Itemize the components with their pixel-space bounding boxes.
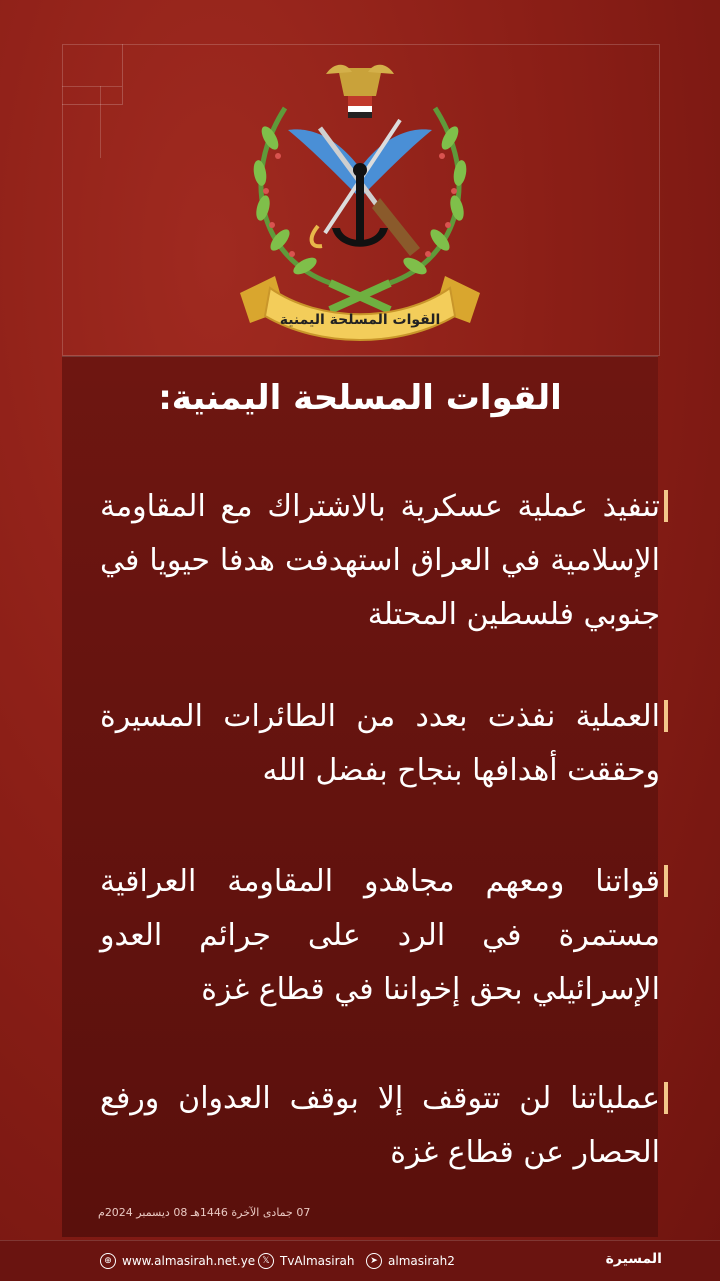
decor-line (100, 86, 101, 158)
statement-heading: القوات المسلحة اليمنية: (158, 378, 562, 418)
decor-line (62, 86, 122, 87)
footer-bar (0, 1240, 720, 1281)
point-text: عملياتنا لن تتوقف إلا بوقف العدوان ورفع الحصار عن قطاع غزة (100, 1081, 660, 1170)
footer-x[interactable] (258, 1253, 355, 1269)
footer-website[interactable] (100, 1253, 255, 1269)
point-marker (664, 700, 668, 732)
telegram-text: almasirah2 (388, 1254, 455, 1268)
brand-logo: المسيرة (605, 1251, 662, 1267)
point-marker (664, 490, 668, 522)
telegram-icon: ➤ (366, 1253, 382, 1269)
decor-corner (62, 44, 123, 105)
point-marker (664, 1082, 668, 1114)
statement-point-1 (100, 480, 660, 642)
x-icon: 𝕏 (258, 1253, 274, 1269)
armed-forces-emblem (230, 48, 490, 343)
globe-icon: ⊕ (100, 1253, 116, 1269)
footer-telegram[interactable] (366, 1253, 455, 1269)
point-text: تنفيذ عملية عسكرية بالاشتراك مع المقاومة الإسلامية في العراق استهدفت هدفا حيويا في جنوبي فلسطين المحتلة (100, 489, 660, 632)
statement-point-3 (100, 855, 660, 1017)
publish-date: 07 جمادى الآخرة 1446هـ 08 ديسمبر 2024م (98, 1206, 311, 1219)
point-text: العملية نفذت بعدد من الطائرات المسيرة وحققت أهدافها بنجاح بفضل الله (100, 699, 660, 788)
point-marker (664, 865, 668, 897)
statement-point-2 (100, 690, 660, 798)
statement-point-4 (100, 1072, 660, 1180)
emblem-ribbon-text: القوات المسلحة اليمنية (279, 312, 441, 328)
point-text: قواتنا ومعهم مجاهدو المقاومة العراقية مستمرة في الرد على جرائم العدو الإسرائيلي بحق إخواننا في قطاع غزة (100, 864, 660, 1007)
x-handle-text: TvAlmasirah (280, 1254, 355, 1268)
website-text: www.almasirah.net.ye (122, 1254, 256, 1268)
